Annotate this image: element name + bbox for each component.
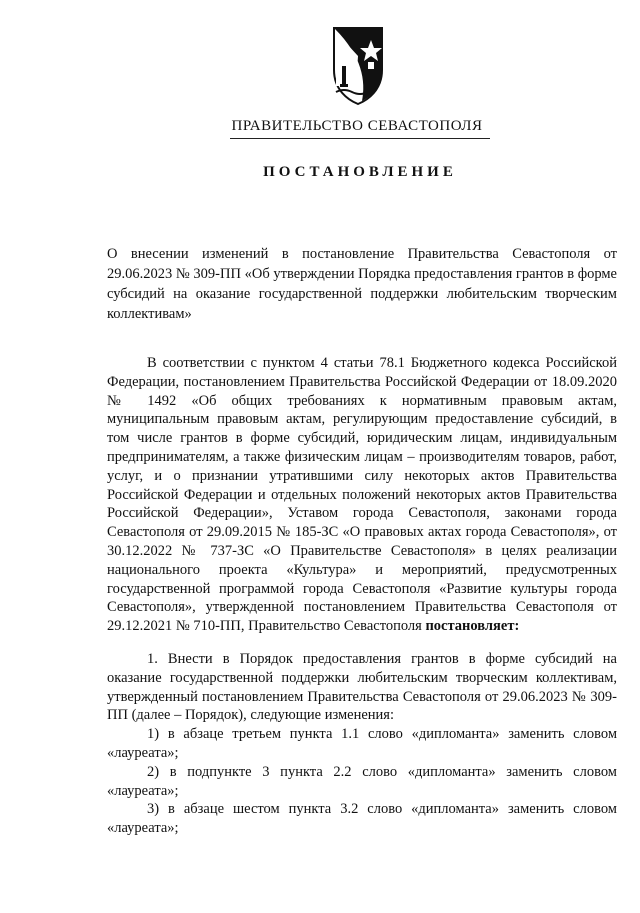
decision-word: постановляет: [425, 618, 520, 635]
title-underline [230, 138, 490, 139]
document-body [107, 354, 617, 838]
document-type-heading: ПОСТАНОВЛЕНИЕ [263, 164, 457, 180]
preamble-paragraph [107, 354, 617, 636]
item-1: 1. Внести в Порядок предоставления грантов в форме субсидий на оказание государственной поддержки любительским творческим коллективам, утвержденный постановлением Правительства Севастополя от 29.06.2023 № 309-ПП (далее – Порядок), следующие изменения: [107, 650, 617, 724]
preamble-text: В соответствии с пунктом 4 статьи 78.1 Бюджетного кодекса Российской Федерации, постановлением Правительства Российской Федерации от 18.09.2020 № 1492 «Об общих требованиях к нормативным правовым актам, муниципальным правовым актам, регулирующим предоставление субсидий, в том числе грантов в форме субсидий, юридическим лицам, индивидуальным предпринимателям, а также физическим лицам – производителям товаров, работ, услуг, и о признании утратившими силу некоторых актов Правительства Российской Федерации и отдельных положений некоторых актов Правительства Российской Федерации», Уставом города Севастополя, законами города Севастополя от 29.09.2015 № 185-ЗС «О правовых актах города Севастополя», от 30.12.2022 № 737-ЗС «О Правительстве Севастополя» в целях реализации национального проекта «Культура» и мероприятий, предусмотренных государственной программой города Севастополя «Развитие культуры города Севастополя», утвержденной постановлением Правительства Севастополя от 29.12.2021 № 710-ПП, Правительство Севастополя [107, 355, 617, 635]
subitem-1: 1) в абзаце третьем пункта 1.1 слово «дипломанта» заменить словом «лауреата»; [107, 726, 617, 761]
sevastopol-coat-of-arms-icon [328, 26, 388, 106]
document-subject: О внесении изменений в постановление Правительства Севастополя от 29.06.2023 № 309-ПП «Об утверждении Порядка предоставления грантов в форме субсидий на оказание государственной поддержки любительским творческим коллективам» [107, 246, 617, 322]
organization-title: ПРАВИТЕЛЬСТВО СЕВАСТОПОЛЯ [231, 118, 483, 134]
subitem-3: 3) в абзаце шестом пункта 3.2 слово «дипломанта» заменить словом «лауреата»; [107, 801, 617, 837]
subitem-2: 2) в подпункте 3 пункта 2.2 слово «дипломанта» заменить словом «лауреата»; [107, 763, 617, 799]
